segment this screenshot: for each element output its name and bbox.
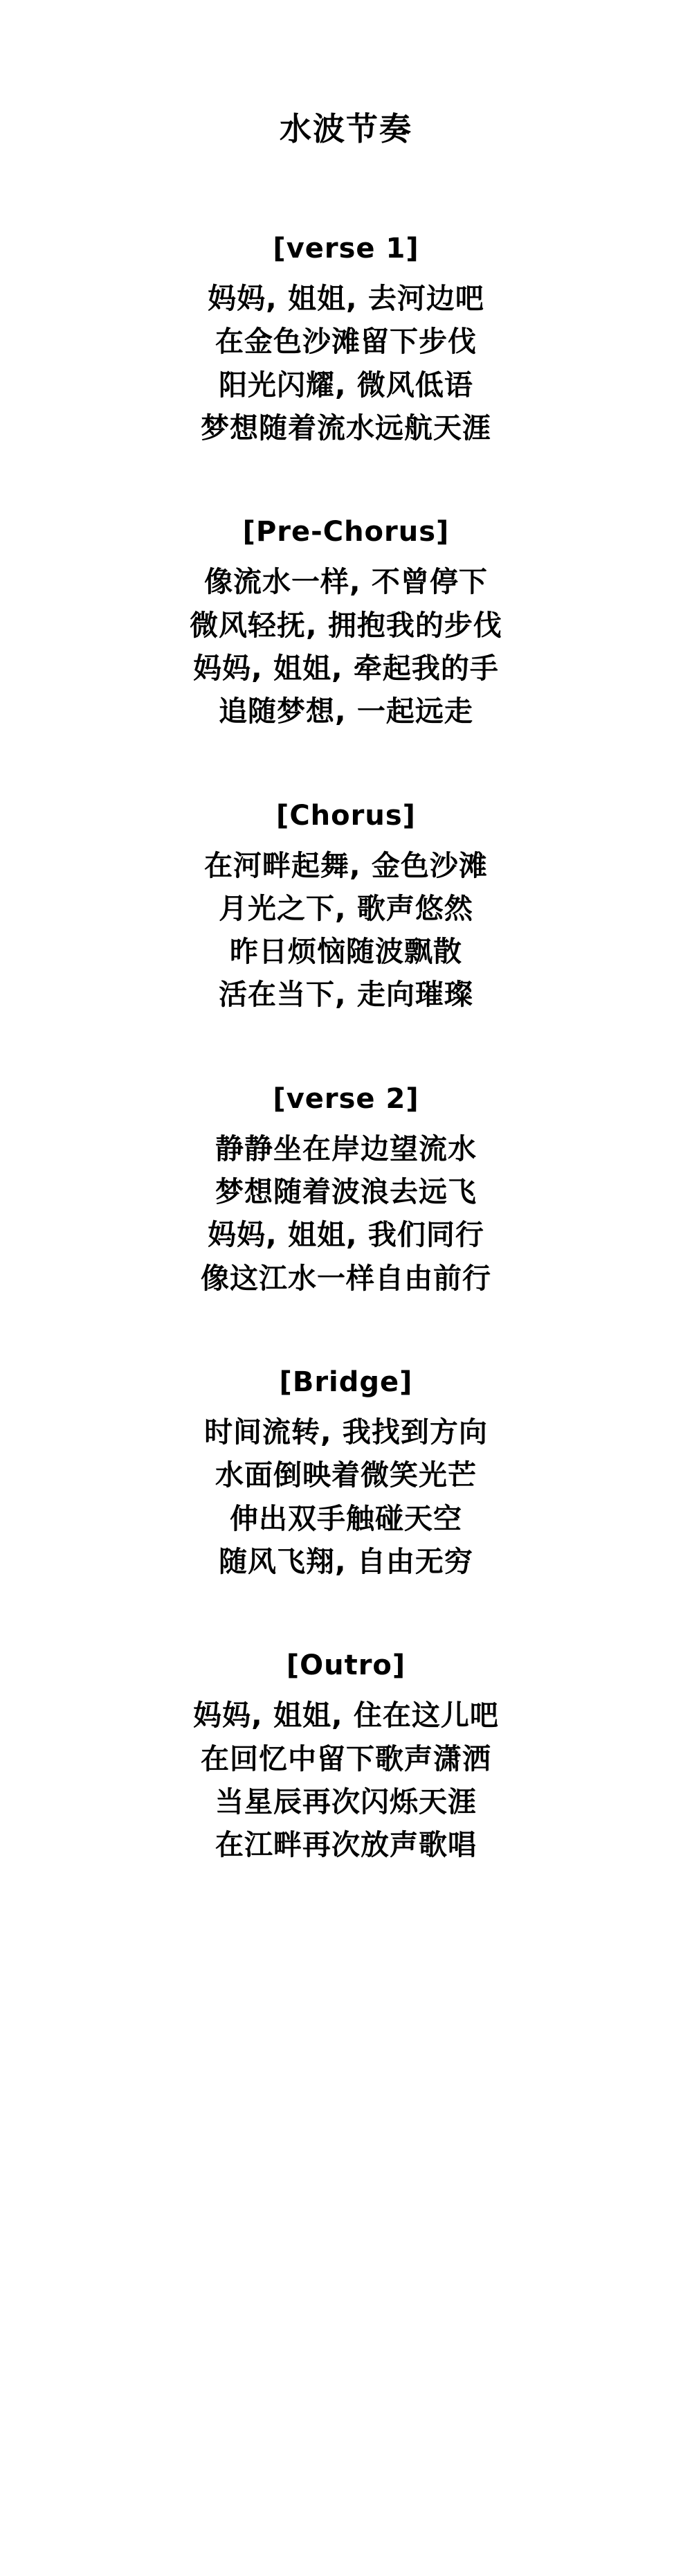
lyric-line: 活在当下, 走向璀璨 <box>219 978 473 1012</box>
lyric-line: 在回忆中留下歌声潇洒 <box>201 1742 491 1776</box>
lyrics-section-bridge <box>28 1366 664 1583</box>
lyric-line: 在河畔起舞, 金色沙滩 <box>204 848 488 882</box>
lyric-line: 妈妈, 姐姐, 住在这儿吧 <box>193 1699 499 1733</box>
lyric-line: 妈妈, 姐姐, 去河边吧 <box>208 282 484 315</box>
lyric-line: 妈妈, 姐姐, 我们同行 <box>208 1218 484 1252</box>
lyric-line: 静静坐在岸边望流水 <box>215 1132 477 1165</box>
lyric-line: 月光之下, 歌声悠然 <box>219 891 473 925</box>
lyrics-section-verse-1 <box>28 233 664 449</box>
lyric-line: 妈妈, 姐姐, 牵起我的手 <box>193 651 499 685</box>
section-label: [Chorus] <box>276 799 416 832</box>
lyric-line: 昨日烦恼随波飘散 <box>230 935 462 969</box>
lyrics-section-outro <box>28 1649 664 1866</box>
lyric-line: 时间流转, 我找到方向 <box>204 1415 488 1449</box>
lyric-line: 像流水一样, 不曾停下 <box>204 565 488 599</box>
lyric-line: 像这江水一样自由前行 <box>201 1261 491 1295</box>
lyric-line: 当星辰再次闪烁天涯 <box>215 1785 477 1818</box>
section-label: [Bridge] <box>279 1366 413 1398</box>
lyric-line: 水面倒映着微笑光芒 <box>215 1458 477 1492</box>
lyrics-section-verse-2 <box>28 1083 664 1300</box>
page-title: 水波节奏 <box>280 110 412 147</box>
lyric-line: 阳光闪耀, 微风低语 <box>219 368 473 402</box>
section-label: [Pre-Chorus] <box>242 516 450 548</box>
section-label: [verse 1] <box>273 233 419 265</box>
lyric-line: 伸出双手触碰天空 <box>230 1501 462 1535</box>
lyric-line: 在金色沙滩留下步伐 <box>215 325 477 359</box>
section-label: [verse 2] <box>273 1082 419 1115</box>
lyrics-section-pre-chorus <box>28 516 664 733</box>
lyrics-section-chorus <box>28 800 664 1017</box>
lyric-line: 梦想随着波浪去远飞 <box>215 1175 477 1209</box>
lyric-line: 梦想随着流水远航天涯 <box>201 411 491 445</box>
lyric-line: 随风飞翔, 自由无穷 <box>219 1544 473 1578</box>
section-label: [Outro] <box>286 1649 406 1682</box>
lyric-line: 追随梦想, 一起远走 <box>219 695 473 728</box>
lyric-line: 微风轻抚, 拥抱我的步伐 <box>190 608 502 642</box>
lyric-line: 在江畔再次放声歌唱 <box>215 1828 477 1862</box>
